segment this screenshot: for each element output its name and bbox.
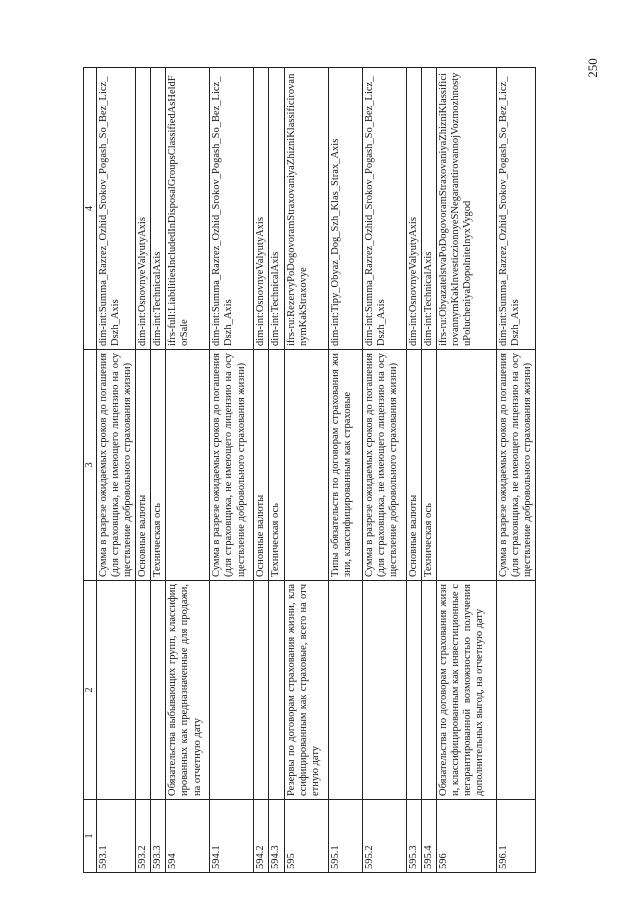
- table-cell: Сумма в разрезе ожидаемых сроков до погашения (для страховщика, не имеющего лицензию на осуществление добровольного страхования жизни): [496, 350, 535, 581]
- table-cell: Типы обязательств по договорам страхования жизни, классифицированным как страховые: [328, 350, 362, 581]
- table-cell: Резервы по договорам страхования жизни, классифицированным как страховые, всего на отчетную дату: [284, 581, 328, 800]
- table-cell: Техническая ось: [269, 350, 284, 581]
- table-cell: dim-int:Summa_Razrez_Ozhid_Srokov_Pogash_So_Bez_Licz_Dszh_Axis: [362, 68, 406, 350]
- table-cell: ifrs-full:LiabilitiesIncludedInDisposalGroupsClassifiedAsHeldForSale: [166, 68, 210, 350]
- table-cell: dim-int:TechnicalAxis: [151, 68, 166, 350]
- data-table: [83, 67, 536, 873]
- page-number: 250: [585, 58, 600, 78]
- table-cell: [151, 581, 166, 800]
- table-cell: [436, 350, 496, 581]
- table-cell: 595: [284, 800, 328, 873]
- table-cell: 594.3: [269, 800, 284, 873]
- table-cell: 596: [436, 800, 496, 873]
- table-cell: [362, 581, 406, 800]
- column-header: 2: [84, 581, 97, 800]
- table-cell: Техническая ось: [421, 350, 436, 581]
- table-row: [406, 68, 421, 873]
- table-row: [151, 68, 166, 873]
- table-row: [421, 68, 436, 873]
- table-cell: 596.1: [496, 800, 535, 873]
- table-row: [136, 68, 151, 873]
- table-cell: [284, 350, 328, 581]
- table-header-row: [84, 68, 97, 873]
- table-cell: Сумма в разрезе ожидаемых сроков до погашения (для страховщика, не имеющего лицензию на осуществление добровольного страхования жизни): [97, 350, 136, 581]
- table-cell: Обязательства выбывающих групп, классифицированных как предназначенные для продажи, на отчетную дату: [166, 581, 210, 800]
- table-cell: 595.1: [328, 800, 362, 873]
- table-cell: 594: [166, 800, 210, 873]
- table-cell: Обязательства по договорам страхования жизни, классифицированным как инвестиционные с негарантированной возможностью получения дополнительных выгод, на отчетную дату: [436, 581, 496, 800]
- table-cell: dim-int:OsnovnyeValyutyAxis: [136, 68, 151, 350]
- table-row: [284, 68, 328, 873]
- table-cell: Сумма в разрезе ожидаемых сроков до погашения (для страховщика, не имеющего лицензию на осуществление добровольного страхования жизни): [362, 350, 406, 581]
- column-header: 3: [84, 350, 97, 581]
- table-row: [328, 68, 362, 873]
- table-cell: Основные валюты: [136, 350, 151, 581]
- table-cell: dim-int:TechnicalAxis: [269, 68, 284, 350]
- table-cell: [406, 581, 421, 800]
- table-cell: 593.2: [136, 800, 151, 873]
- table-cell: [136, 581, 151, 800]
- table-cell: ifrs-ru:RezervyPoDogovoramStraxovaniyaZhizniKlassificirovannymKakStraxovye: [284, 68, 328, 350]
- table-cell: ifrs-ru:ObyazatelstvaPoDogovoramStraxovaniyaZhizniKlassificirovannymKakInvesticzionnyeSNegarantirovannojVozmozhnostyuPolucheniyaDopolnitelnyxVygod: [436, 68, 496, 350]
- table-cell: [254, 581, 269, 800]
- table-row: [436, 68, 496, 873]
- column-header: 1: [84, 800, 97, 873]
- table-cell: [421, 581, 436, 800]
- table-cell: Сумма в разрезе ожидаемых сроков до погашения (для страховщика, не имеющего лицензию на осуществление добровольного страхования жизни): [210, 350, 254, 581]
- table-row: [496, 68, 535, 873]
- table-row: [362, 68, 406, 873]
- table-cell: dim-int:OsnovnyeValyutyAxis: [254, 68, 269, 350]
- table-cell: Основные валюты: [406, 350, 421, 581]
- table-cell: [496, 581, 535, 800]
- table-row: [254, 68, 269, 873]
- table-cell: [328, 581, 362, 800]
- table-cell: dim-int:Summa_Razrez_Ozhid_Srokov_Pogash_So_Bez_Licz_Dszh_Axis: [97, 68, 136, 350]
- table-cell: 593.3: [151, 800, 166, 873]
- table-cell: 595.4: [421, 800, 436, 873]
- table-cell: [210, 581, 254, 800]
- column-header: 4: [84, 68, 97, 350]
- table-cell: 595.2: [362, 800, 406, 873]
- table-row: [210, 68, 254, 873]
- table-cell: dim-int:Summa_Razrez_Ozhid_Srokov_Pogash_So_Bez_Licz_Dszh_Axis: [496, 68, 535, 350]
- table-cell: Техническая ось: [151, 350, 166, 581]
- table-cell: dim-int:Summa_Razrez_Ozhid_Srokov_Pogash_So_Bez_Licz_Dszh_Axis: [210, 68, 254, 350]
- table-row: [97, 68, 136, 873]
- table-cell: [166, 350, 210, 581]
- table-cell: [97, 581, 136, 800]
- table-row: [269, 68, 284, 873]
- table-cell: 595.3: [406, 800, 421, 873]
- table-row: [166, 68, 210, 873]
- table-cell: [269, 581, 284, 800]
- table-cell: dim-int:Tipy_Obyaz_Dog_Szh_Klas_Strax_Axis: [328, 68, 362, 350]
- table-cell: 593.1: [97, 800, 136, 873]
- table-cell: 594.2: [254, 800, 269, 873]
- table-cell: dim-int:TechnicalAxis: [421, 68, 436, 350]
- table-cell: Основные валюты: [254, 350, 269, 581]
- table-cell: 594.1: [210, 800, 254, 873]
- rotated-table-page: [83, 68, 533, 873]
- table-cell: dim-int:OsnovnyeValyutyAxis: [406, 68, 421, 350]
